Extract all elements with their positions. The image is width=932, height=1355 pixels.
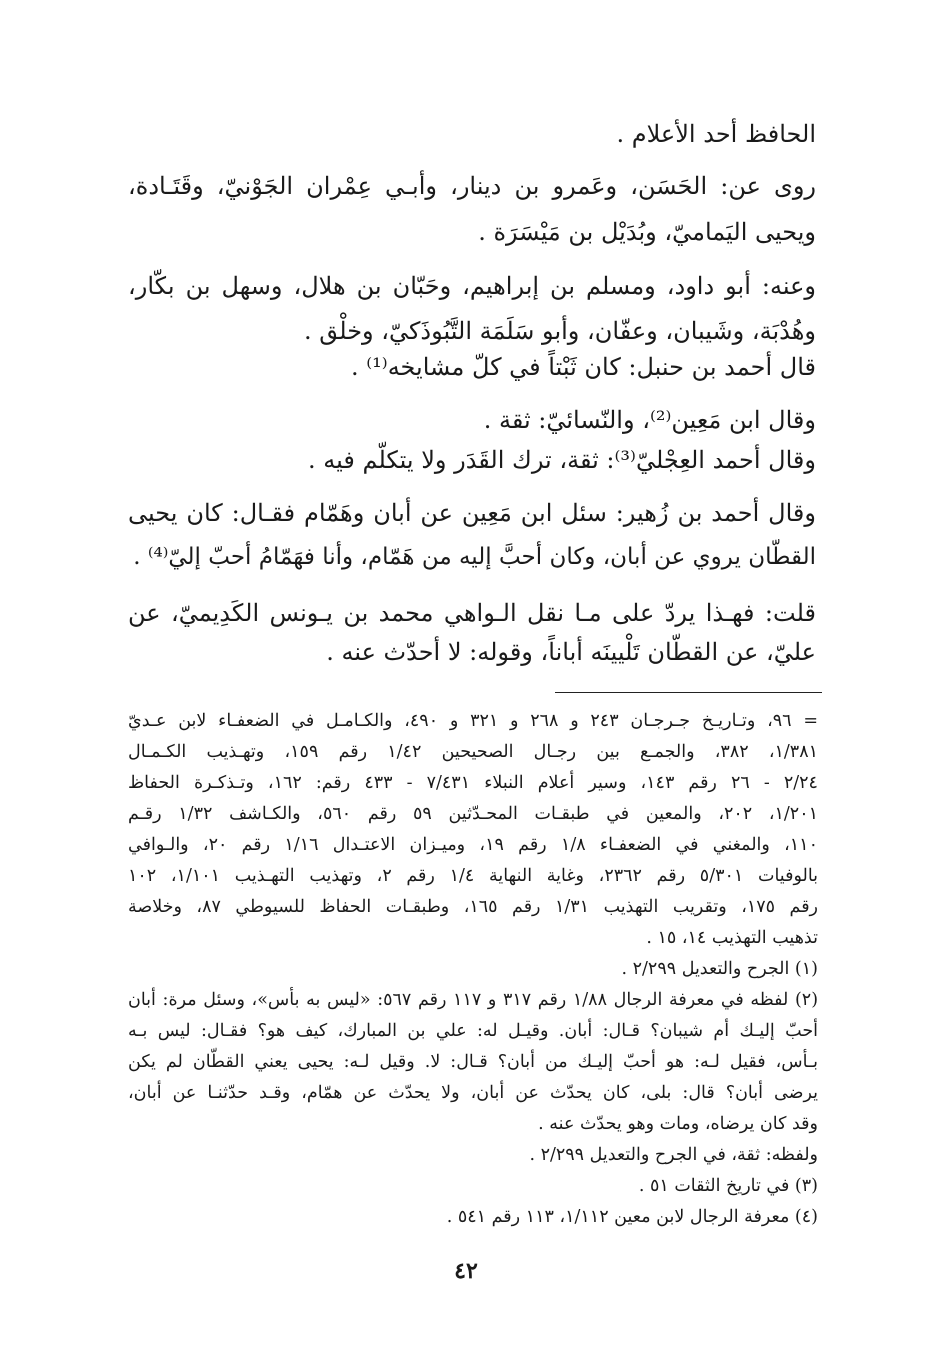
footnote-line: (٢) لفظه في معرفة الرجال ١/٨٨ رقم ٣١٧ و ١١٧ رقم ٥٦٧: «ليس به بأس»، وسئل مرة: أبان (128, 990, 819, 1010)
footnote-line: يرضى أبان؟ قال: بلى، كان يحدّث عن أبان، ولا يحدّث عن همّام، وقـد حدّثنـا عن أبان، (128, 1083, 818, 1103)
text-line: القطّان يروي عن أبان، وكان أحبَّ إليه من هَمّام، وأنا فهَمّامُ أحبّ إليّ⁽⁴⁾ . (133, 544, 816, 570)
footnote-line: أحبّ إليـك أم شيبان؟ قـال: أبان. وقيـل له: علي بن المبارك، كيف هو؟ فقـال: ليس بـه (128, 1021, 818, 1041)
page-number: ٤٢ (454, 1258, 478, 1284)
text-line: عليّ، عن القطّان تَلْيينَه أباناً، وقوله: لا أحدّث عنه . (326, 638, 816, 666)
text-line: وعنه: أبو داود، ومسلم بن إبراهيم، وحَبّان بن هلال، وسهل بن بكّار، (128, 272, 816, 300)
footnote-line: ١/٢٠١، ٢٠٢، والمعين في طبقـات المحـدّثين ٥٩ رقم ٥٦٠، والكـاشف ١/٣٢ رقـم (128, 804, 819, 824)
text-line: روى عن: الحَسَن، وعَمرو بن دينار، وأبـي عِمْران الجَوْنيّ، وقَتَـادة، (128, 172, 816, 200)
footnote-line: وقد كان يرضاه، ومات وهو يحدّث عنه . (538, 1114, 818, 1134)
text-line: وقال أحمد بن زُهير: سئل ابن مَعِين عن أبان وهَمّام فقـال: كان يحيى (128, 499, 816, 527)
footnote-line: ١/٣٨١، ٣٨٢، والجمـع بين رجـال الصحيحين ١/٤٢ رقم ١٥٩، وتهـذيب الكـمـال (128, 742, 818, 762)
text-line: الحافظ أحد الأعلام . (616, 120, 816, 148)
footnote-line: تذهيب التهذيب ١٤، ١٥ . (646, 928, 818, 948)
footnote-line: ١١٠، والمغني في الضعفـاء ١/٨ رقم ١٩، وميـزان الاعتـدال ١/١٦ رقم ٢٠، والـوافي (128, 835, 818, 855)
text-line: قال أحمد بن حنبل: كان ثَبْتاً في كلّ مشايخه⁽¹⁾ . (351, 353, 816, 381)
text-line: قلت: فهـذا يردّ على مـا نقل الـواهي محمد بن يـونس الكَدِيميّ، عن (128, 599, 816, 627)
text-line: ويحيى اليَماميّ، وبُدَيْل بن مَيْسَرَة . (478, 218, 816, 246)
footnote-line: ولفظه: ثقة، في الجرح والتعديل ٢/٢٩٩ . (529, 1145, 818, 1165)
text-line: وقال أحمد العِجْليّ⁽³⁾: ثقة، ترك القَدَر ولا يتكلّم فيه . (308, 446, 816, 474)
footnote-line: ٢/٢٤ - ٢٦ رقم ١٤٣، وسير أعلام النبلاء ٧/٤٣١ - ٤٣٣ رقم: ١٦٢، وتـذكـرة الحفاظ (128, 773, 818, 793)
footnote-line: (٤) معرفة الرجال لابن معين ١/١١٢، ١١٣ رقم ٥٤١ . (446, 1207, 818, 1227)
text-line: وقال ابن مَعِين⁽²⁾، والنّسائيّ: ثقة . (483, 406, 816, 434)
footnote-line: بـأس، فقيل لـه: هو أحبّ إليـك من أبان؟ قـال: لا. وقيل لـه: يحيى يعني القطّان لم يكن (128, 1052, 818, 1072)
footnote-line: (٣) في تاريخ الثقات ٥١ . (638, 1176, 818, 1196)
footnote-line: (١) الجرح والتعديل ٢/٢٩٩ . (621, 959, 818, 979)
footnote-separator (555, 692, 822, 693)
footnote-line: بالوفيات ٥/٣٠١ رقم ٢٣٦٢، وغاية النهاية ١/٤ رقم ٢، وتهذيب التهـذيب ١/١٠١، ١٠٢ (128, 866, 819, 886)
footnote-line: رقم ١٧٥، وتقريب التهذيب ١/٣١ رقم ١٦٥، وطبقـات الحفاظ للسيوطي ٨٧، وخلاصة (128, 897, 819, 917)
footnote-line: = ٩٦، وتـاريـخ جـرجـان ٢٤٣ و ٢٦٨ و ٣٢١ و ٤٩٠، والكـامـل في الضعفـاء لابن عـديّ (128, 711, 819, 731)
text-line: وهُدْبَة، وشَيبان، وعفّان، وأبو سَلَمَة التَّبُوذَكيّ، وخلْق . (303, 317, 816, 345)
